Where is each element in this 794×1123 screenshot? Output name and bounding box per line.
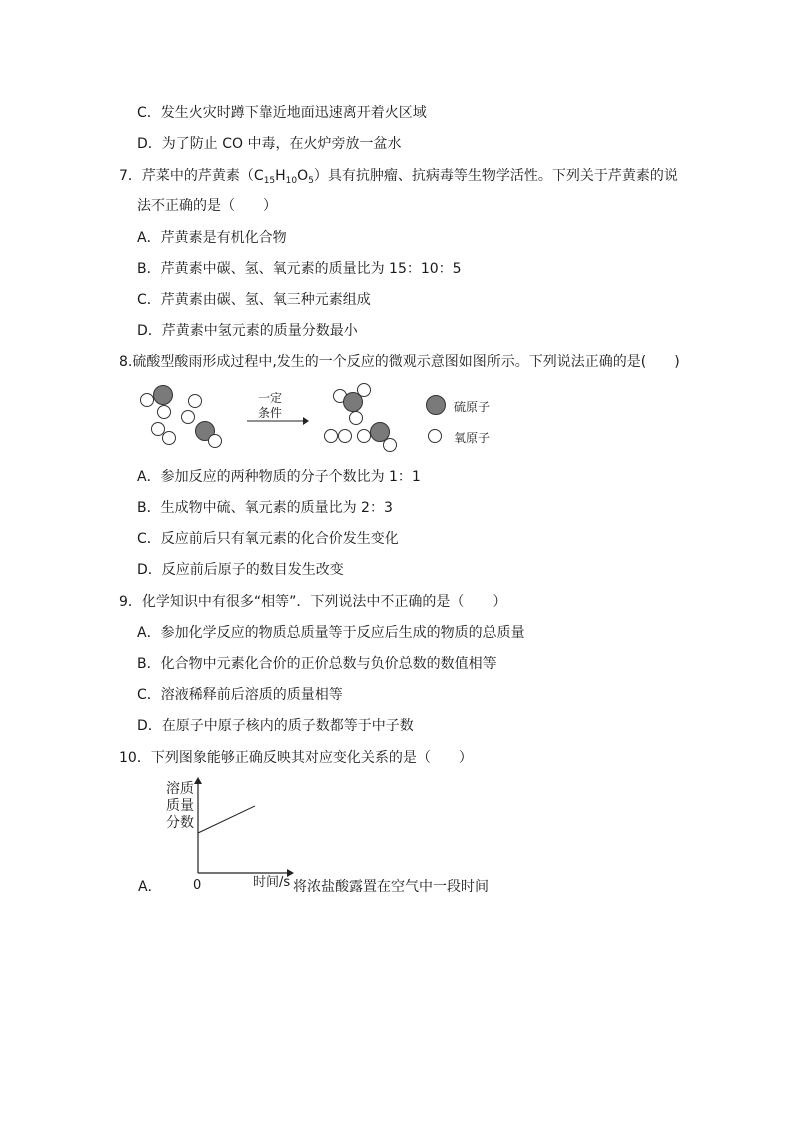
oxygen-atom [140, 393, 154, 407]
q7-option-d: D．芹黄素中氢元素的质量分数最小 [137, 323, 358, 339]
graph-line [198, 806, 255, 833]
reaction-condition-top: 一定 [258, 391, 283, 405]
oxygen-atom [338, 429, 352, 443]
sulfur-atom [370, 422, 390, 442]
oxygen-atom [357, 429, 371, 443]
q7-stem-continued: 法不正确的是（ ） [137, 198, 277, 214]
q8-option-d: D．反应前后原子的数目发生改变 [137, 562, 344, 578]
oxygen-atom [333, 389, 347, 403]
q7-stem: 7．芹菜中的芹黄素$(C_{15}H_{10}O_5)$具有抗肿瘤、抗病毒等生物学活性。下列关于芹黄素的说 [119, 168, 678, 186]
legend-oxygen-atom [428, 429, 442, 443]
oxygen-atom [383, 438, 397, 452]
legend-oxygen-label: 氧原子 [454, 431, 491, 445]
q9-option-c: C．溶液稀释前后溶质的质量相等 [137, 687, 343, 703]
oxygen-atom [357, 383, 371, 397]
sulfur-atom [195, 421, 215, 441]
q10-stem: 10．下列图象能够正确反映其对应变化关系的是（ ） [119, 750, 473, 766]
oxygen-atom [324, 429, 338, 443]
q10-option-a-caption: 将浓盐酸露置在空气中一段时间 [293, 879, 489, 895]
q8-option-a: A．参加反应的两种物质的分子个数比为 1：1 [137, 469, 421, 485]
q6-option-c: C．发生火灾时蹲下靠近地面迅速离开着火区域 [137, 105, 427, 121]
graph-ylabel-line1: 溶质 [166, 781, 194, 797]
q7-option-b: B．芹黄素中碳、氢、氧元素的质量比为 15：10：5 [137, 261, 462, 277]
oxygen-atom [181, 410, 195, 424]
q8-option-b: B．生成物中硫、氧元素的质量比为 2：3 [137, 500, 393, 516]
graph-ylabel-line2: 质量 [166, 798, 194, 814]
reaction-arrow [245, 415, 310, 427]
q9-option-a: A．参加化学反应的物质总质量等于反应后生成的物质的总质量 [137, 625, 525, 641]
legend-sulfur-label: 硫原子 [454, 400, 491, 414]
oxygen-atom [188, 394, 202, 408]
q9-option-b: B．化合物中元素化合价的正价总数与负价总数的数值相等 [137, 656, 497, 672]
oxygen-atom [157, 405, 171, 419]
graph-xlabel: 时间/s [253, 875, 291, 890]
oxygen-atom [162, 431, 176, 445]
q6-option-d: D．为了防止 CO 中毒，在火炉旁放一盆水 [137, 136, 402, 152]
oxygen-atom [208, 434, 222, 448]
oxygen-atom [151, 422, 165, 436]
graph-ylabel-line3: 分数 [166, 815, 194, 831]
q10-option-a-label: A． [138, 879, 162, 895]
q8-stem: 8.硫酸型酸雨形成过程中,发生的一个反应的微观示意图如图所示。下列说法正确的是( ) [119, 354, 680, 370]
oxygen-atom [349, 411, 363, 425]
q9-stem: 9．化学知识中有很多“相等”．下列说法中不正确的是（ ） [119, 594, 507, 610]
q9-option-d: D．在原子中原子核内的质子数都等于中子数 [137, 718, 414, 734]
legend-sulfur-atom [426, 395, 446, 415]
sulfur-atom [343, 392, 363, 412]
q8-option-c: C．反应前后只有氧元素的化合价发生变化 [137, 531, 399, 547]
graph-axes [190, 777, 295, 877]
q7-option-c: C．芹黄素由碳、氢、氧三种元素组成 [137, 292, 371, 308]
reaction-condition-bottom: 条件 [258, 406, 283, 420]
sulfur-atom [153, 385, 173, 405]
graph-origin: 0 [193, 878, 202, 893]
q7-option-a: A．芹黄素是有机化合物 [137, 230, 287, 246]
